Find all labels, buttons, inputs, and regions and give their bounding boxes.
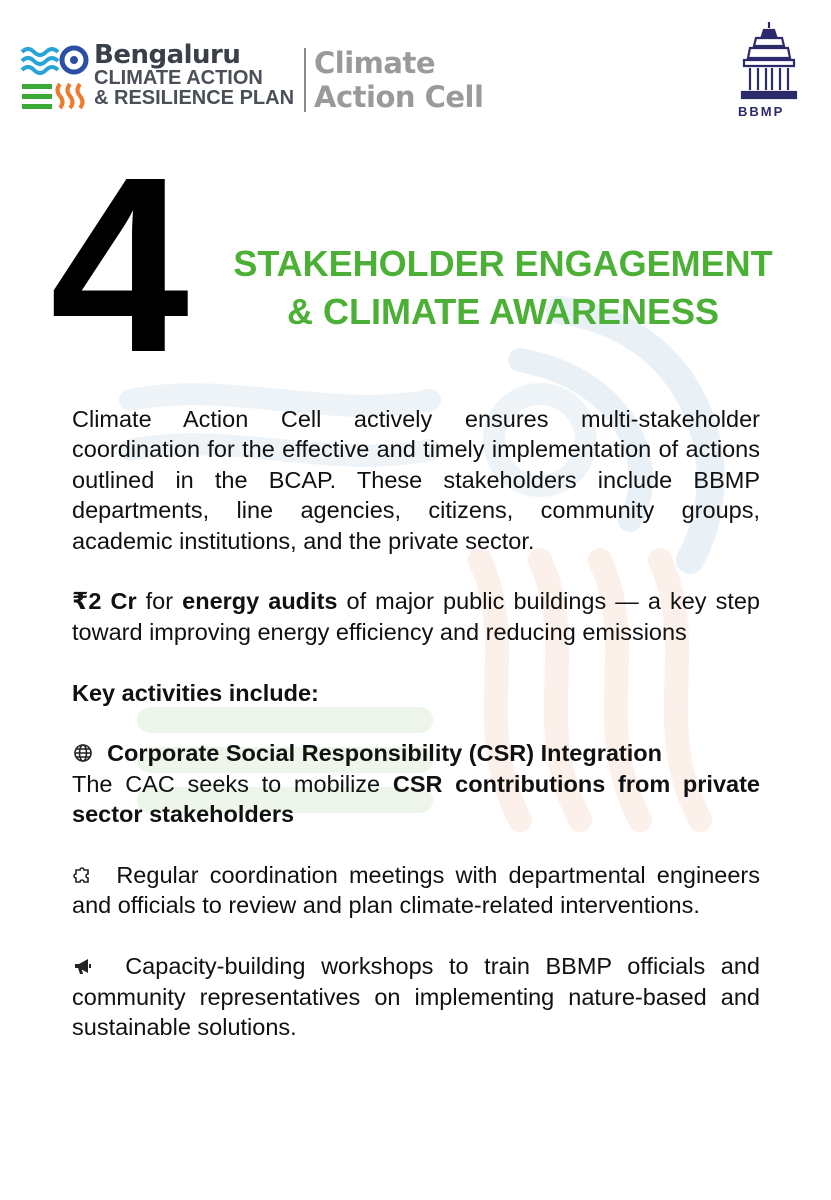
- budget-text-1: for: [136, 588, 183, 615]
- megaphone-icon: [72, 955, 94, 977]
- body-content: [72, 404, 760, 1042]
- section-title: [188, 240, 818, 336]
- section-title-line-1: STAKEHOLDER ENGAGEMENT: [233, 243, 773, 284]
- csr-text: The CAC seeks to mobilize: [72, 770, 393, 797]
- header-divider: [304, 48, 306, 112]
- csr-description: [72, 769, 760, 830]
- section-number: 4: [50, 125, 190, 404]
- globe-icon: [72, 742, 94, 764]
- climate-action-cell-title: [314, 46, 483, 114]
- puzzle-icon: [72, 864, 94, 886]
- brand-line-2: & RESILIENCE PLAN: [94, 87, 295, 109]
- csr-bold: CSR contributions from private sector stakeholders: [72, 770, 760, 828]
- intro-paragraph: Climate Action Cell actively ensures multi-stakeholder coordination for the effective and timely implementation of actions outlined in the BCAP. These stakeholders include BBMP departments, line agencies, citizens, community groups, academic institutions, and the private sector.: [72, 406, 760, 554]
- meetings-text: Regular coordination meetings with departmental engineers and officials to review and plan climate-related interventions.: [72, 862, 760, 919]
- budget-highlight: [72, 586, 760, 647]
- key-activities-heading: Key activities include:: [72, 679, 319, 706]
- budget-text-2: of major public buildings — a key step toward improving energy efficiency and reducing emissions: [72, 588, 760, 645]
- budget-amount: ₹2 Cr: [72, 588, 137, 615]
- cac-line-1: Climate: [314, 46, 435, 80]
- brand-line-1: CLIMATE ACTION: [94, 67, 263, 89]
- workshops-text: Capacity-building workshops to train BBMP officials and community representatives on implementing nature-based and sustainable solutions.: [72, 953, 760, 1041]
- bcap-logo-icon: [20, 44, 90, 114]
- meetings-item: [72, 860, 760, 921]
- bbmp-label: BBMP: [738, 104, 785, 119]
- workshops-item: [72, 951, 760, 1042]
- page-header: [0, 0, 831, 140]
- brand-name: Bengaluru: [94, 40, 241, 70]
- cac-line-2: Action Cell: [314, 80, 484, 114]
- budget-bold: energy audits: [182, 588, 338, 615]
- csr-title-row: [72, 738, 760, 768]
- bcap-wordmark: [94, 42, 309, 108]
- section-title-line-2: & CLIMATE AWARENESS: [286, 291, 720, 332]
- csr-title: Corporate Social Responsibility (CSR) Integration: [107, 740, 662, 767]
- bbmp-emblem-icon: [734, 20, 804, 102]
